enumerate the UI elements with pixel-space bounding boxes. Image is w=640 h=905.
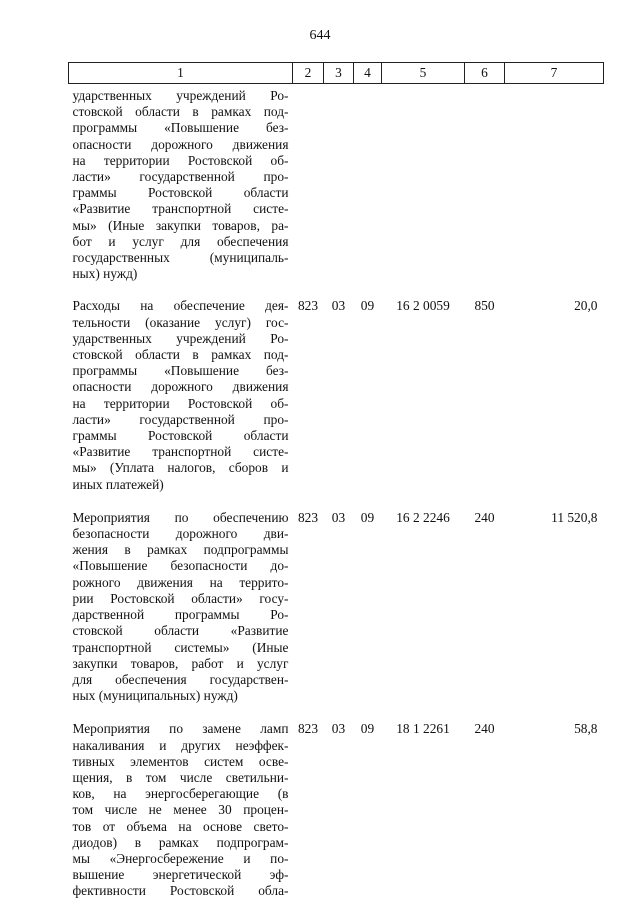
description-line: безопасности дорожного дви- xyxy=(72,526,289,542)
description-line: ударственных учреждений Ро- xyxy=(72,330,289,346)
table-row xyxy=(69,508,604,719)
table-body xyxy=(69,84,604,900)
table-row xyxy=(69,296,604,507)
cell-expense-type: 240 xyxy=(474,509,495,525)
description-line: «Повышение безопасности до- xyxy=(72,558,289,574)
description-line: бот и услуг для обеспечения xyxy=(72,233,289,249)
cell-subsection: 09 xyxy=(360,298,375,314)
table-header xyxy=(69,63,604,84)
cell-amount: 58,8 xyxy=(574,721,598,737)
description-line: тельности (оказание услуг) гос- xyxy=(72,314,289,330)
header-col-5: 5 xyxy=(382,63,465,84)
description-line: накаливания и других неэффек- xyxy=(72,737,289,753)
header-col-1: 1 xyxy=(69,63,293,84)
header-col-2: 2 xyxy=(293,63,324,84)
cell-expense-type: 240 xyxy=(474,721,495,737)
cell-subsection: 09 xyxy=(360,509,375,525)
description-line: «Развитие транспортной систе- xyxy=(72,444,289,460)
description-line: граммы Ростовской области xyxy=(72,185,289,201)
cell-ministry: 823 xyxy=(297,509,319,525)
description-line: Мероприятия по обеспечению xyxy=(72,509,289,525)
cell-expense-type: 850 xyxy=(474,298,495,314)
description-line: закупки товаров, работ и услуг xyxy=(72,655,289,671)
description-line: Расходы на обеспечение дея- xyxy=(72,298,289,314)
header-col-6: 6 xyxy=(465,63,505,84)
description-line: том числе не менее 30 процен- xyxy=(72,802,289,818)
description-line: ласти» государственной про- xyxy=(72,411,289,427)
cell-target-article: 16 2 0059 xyxy=(396,298,450,314)
description-line: тов от объема на основе свето- xyxy=(72,818,289,834)
description-line: ударственных учреждений Ро- xyxy=(72,88,289,103)
row-description xyxy=(69,508,293,719)
description-line: ных) нужд) xyxy=(72,266,138,282)
description-line: опасности дорожного движения xyxy=(72,379,289,395)
description-line: диодов) в рамках подпрограм- xyxy=(72,834,289,850)
header-col-7: 7 xyxy=(505,63,604,84)
cell-subsection xyxy=(354,84,382,297)
header-row xyxy=(69,63,604,84)
description-line: вышение энергетической эф- xyxy=(72,867,289,883)
header-col-3: 3 xyxy=(324,63,354,84)
description-line: мы» (Иные закупки товаров, ра- xyxy=(72,217,289,233)
row-description xyxy=(69,84,293,297)
cell-target-article: 16 2 2246 xyxy=(396,509,450,525)
cell-subsection: 09 xyxy=(360,721,375,737)
description-line: для обеспечения государствен- xyxy=(72,671,289,687)
cell-section: 03 xyxy=(331,721,346,737)
description-line: на территории Ростовской об- xyxy=(72,152,289,168)
budget-table xyxy=(68,62,604,900)
cell-section xyxy=(324,84,354,297)
description-line: рии Ростовской области» госу- xyxy=(72,590,289,606)
description-line: стовской области «Развитие xyxy=(72,623,289,639)
description-line: транспортной системы» (Иные xyxy=(72,639,289,655)
cell-section: 03 xyxy=(331,298,346,314)
cell-ministry xyxy=(293,84,324,297)
cell-target-article xyxy=(382,84,465,297)
description-line: фективности Ростовской обла- xyxy=(72,883,289,899)
description-line: ласти» государственной про- xyxy=(72,169,289,185)
description-line: программы «Повышение без- xyxy=(72,363,289,379)
row-description xyxy=(69,296,293,507)
cell-target-article: 18 1 2261 xyxy=(396,721,450,737)
cell-section: 03 xyxy=(331,509,346,525)
description-line: тивных элементов систем осве- xyxy=(72,753,289,769)
description-line: ных (муниципальных) нужд) xyxy=(72,688,238,704)
description-line: граммы Ростовской области xyxy=(72,428,289,444)
description-line: дарственной программы Ро- xyxy=(72,607,289,623)
description-line: стовской области в рамках под- xyxy=(72,104,289,120)
description-line: «Развитие транспортной систе- xyxy=(72,201,289,217)
cell-amount xyxy=(505,84,604,297)
description-line: щения, в том числе светильни- xyxy=(72,769,289,785)
description-line: Мероприятия по замене ламп xyxy=(72,721,289,737)
description-line: иных платежей) xyxy=(72,476,164,492)
table-row xyxy=(69,84,604,297)
description-line: мы» (Уплата налогов, сборов и xyxy=(72,460,289,476)
cell-expense-type xyxy=(465,84,505,297)
cell-amount: 11 520,8 xyxy=(551,509,598,525)
cell-ministry: 823 xyxy=(297,298,319,314)
row-description xyxy=(69,719,293,899)
description-line: ков, на энергосберегающие (в xyxy=(72,786,289,802)
cell-ministry: 823 xyxy=(297,721,319,737)
description-line: мы «Энергосбережение и по- xyxy=(72,850,289,866)
description-line: стовской области в рамках под- xyxy=(72,347,289,363)
description-line: на территории Ростовской об- xyxy=(72,395,289,411)
table-row xyxy=(69,719,604,899)
header-col-4: 4 xyxy=(354,63,382,84)
page-number: 644 xyxy=(309,28,331,43)
cell-amount: 20,0 xyxy=(574,298,598,314)
description-line: опасности дорожного движения xyxy=(72,136,289,152)
description-line: программы «Повышение без- xyxy=(72,120,289,136)
description-line: жения в рамках подпрограммы xyxy=(72,542,289,558)
description-line: рожного движения на террито- xyxy=(72,574,289,590)
description-line: государственных (муниципаль- xyxy=(72,250,289,266)
